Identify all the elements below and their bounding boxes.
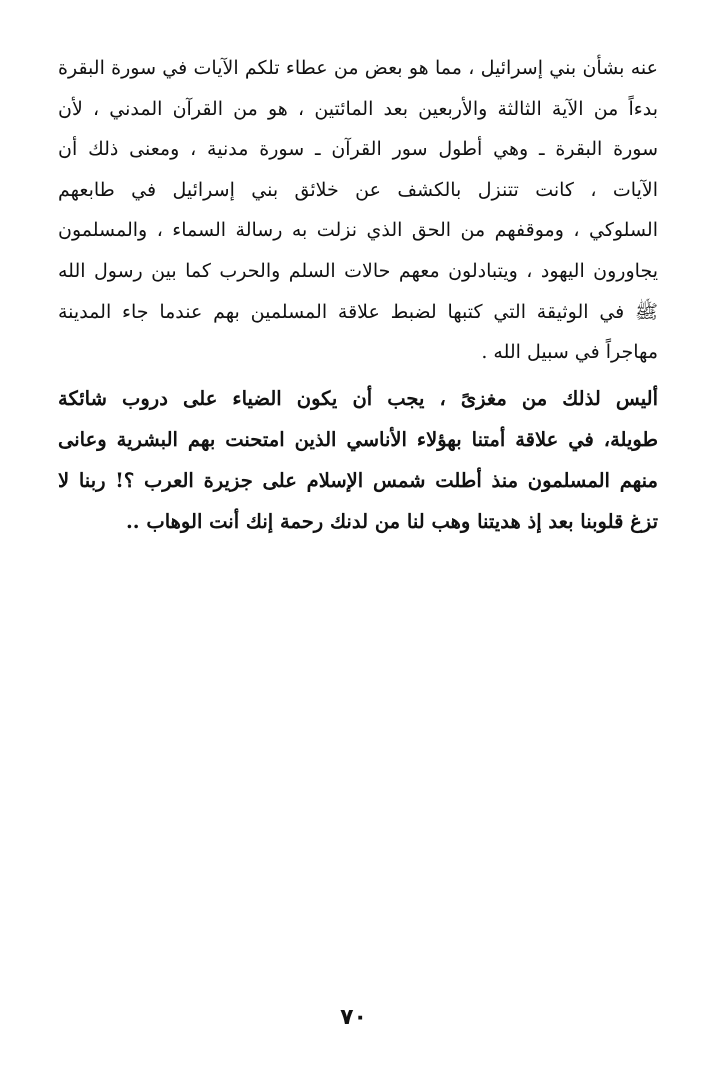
paragraph-line: تزغ قلوبنا بعد إذ هديتنا وهب لنا من لدنك رحمة إنك أنت الوهاب ..	[125, 510, 658, 533]
paragraph-line: عنه بشأن بني إسرائيل ، مما هو بعض من عطاء تلكم الآيات في سورة البقرة	[58, 57, 658, 79]
paragraph-2	[58, 378, 658, 542]
page-number: ٧٠	[340, 1005, 367, 1030]
paragraph-line: مهاجراً في سبيل الله .	[481, 341, 658, 364]
paragraph-line: منهم المسلمون منذ أطلت شمس الإسلام على جزيرة العرب ؟! ربنا لا	[58, 469, 658, 492]
paragraph-line: الآيات ، كانت تتنزل بالكشف عن خلائق بني إسرائيل في طابعهم	[58, 178, 658, 201]
paragraph-line: بدءاً من الآية الثالثة والأربعين بعد المائتين ، هو من القرآن المدني ، لأن	[58, 97, 658, 120]
paragraph-line: السلوكي ، وموقفهم من الحق الذي نزلت به رسالة السماء ، والمسلمون	[58, 219, 658, 242]
paragraph-line: أليس لذلك من مغزىً ، يجب أن يكون الضياء على دروب شائكة	[58, 387, 658, 410]
paragraph-line: يجاورون اليهود ، ويتبادلون معهم حالات السلم والحرب كما بين رسول الله	[58, 259, 658, 282]
paragraph-line: سورة البقرة ـ وهي أطول سور القرآن ـ سورة مدنية ، ومعنى ذلك أن	[58, 138, 658, 161]
paragraph-line: ﷺ في الوثيقة التي كتبها لضبط علاقة المسلمين بهم عندما جاء المدينة	[58, 300, 658, 323]
paragraph-1	[58, 48, 658, 373]
paragraph-line: طويلة، في علاقة أمتنا بهؤلاء الأناسي الذين امتحنت بهم البشرية وعانى	[58, 428, 658, 451]
